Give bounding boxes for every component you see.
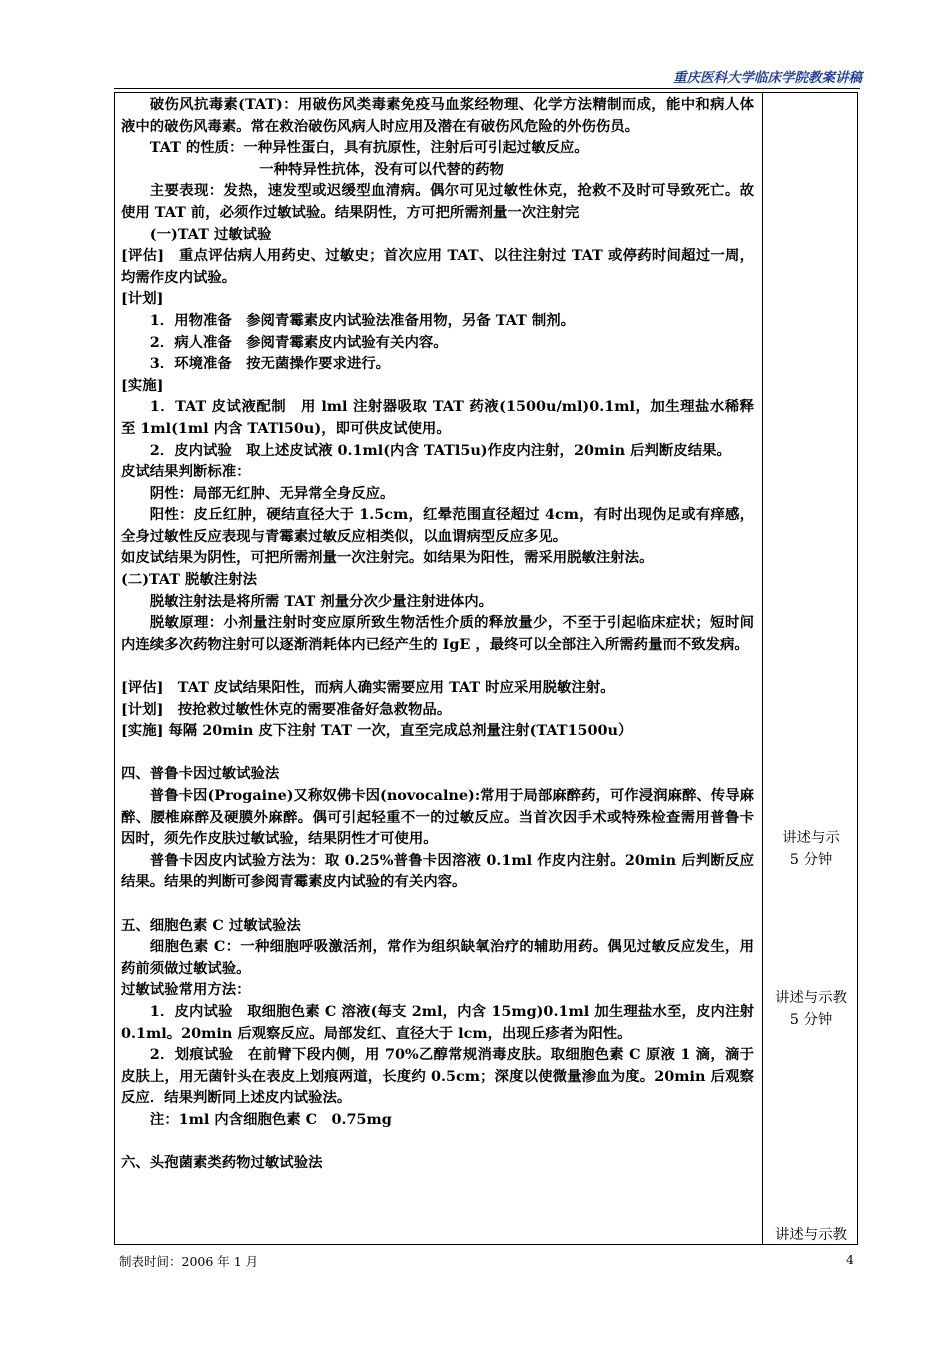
paragraph-main-symptoms: 主要表现：发热，速发型或迟缓型血清病。偶尔可见过敏性休克，抢救不及时可导致死亡。故使用 TAT 前，必须作过敏试验。结果阴性，方可把所需剂量一次注射完 [121, 182, 754, 221]
paragraph-tat-intro: 破伤风抗毒素(TAT)：用破伤风类毒素免疫马血浆经物理、化学方法精制而成，能中和病人体液中的破伤风毒素。常在救治破伤风病人时应用及潜在有破伤风危险的外伤伤员。 [121, 96, 754, 135]
label-plan-1: [计划] [121, 290, 164, 308]
side-note-3 [765, 1225, 857, 1247]
side-note-method: 讲述与示教 [775, 1227, 847, 1243]
paragraph-result-action: 如皮试结果为阴性，可把所需剂量一次注射完。如结果为阳性，需采用脱敏注射法。 [121, 549, 654, 567]
paragraph-assess-2: [评估] TAT 皮试结果阳性，而病人确实需要应用 TAT 时应采用脱敏注射。 [121, 679, 615, 697]
label-implement-1: [实施] [121, 376, 164, 394]
label-test-methods: 过敏试验常用方法： [121, 981, 251, 999]
paragraph-note: 注：1ml 内含细胞色素 C 0.75mg [149, 1110, 392, 1128]
side-note-duration: 5 分钟 [789, 851, 833, 868]
paragraph-desensitization-principle: 脱敏原理：小剂量注射时变应原所致生物活性介质的释放量少，不至于引起临床症状；短时间内连续多次药物注射可以逐渐消耗体内已经产生的 IgE ，最终可以全部注入所需药量而不致发病。 [121, 614, 754, 653]
side-note-method: 讲述与示教 [775, 990, 847, 1006]
paragraph-cytochrome: 细胞色素 C：一种细胞呼吸激活剂，常作为组织缺氧治疗的辅助用药。偶见过敏反应发生，用药前须做过敏试验。 [121, 938, 754, 977]
spacer [121, 1131, 754, 1153]
heading-desensitization: (二)TAT 脱敏注射法 [121, 571, 257, 589]
page-number: 4 [846, 1252, 854, 1267]
spacer [121, 893, 754, 915]
list-item-intradermal: 2．皮内试验 取上述皮试液 0.1ml(内含 TATl5u)作皮内注射，20min 后判断皮结果。 [149, 441, 731, 459]
heading-cephalosporin: 六、头孢菌素类药物过敏试验法 [121, 1154, 323, 1172]
footer-creation-time: 制表时间：2006 年 1 月 [119, 1254, 259, 1269]
paragraph-assess-1: [评估] 重点评估病人用药史、过敏史；首次应用 TAT、以往注射过 TAT 或停药时间超过一周，均需作皮内试验。 [121, 247, 754, 286]
list-item-scratch-test: 2．划痕试验 在前臂下段内侧，用 70%乙醇常规消毒皮肤。取细胞色素 C 原液 1 滴，滴于皮肤上，用无菌针头在表皮上划痕两道，长度约 0.5cm；深度以使微量渗血为度。20min 后观察反应．结果判断同上述皮内试验法。 [121, 1046, 754, 1107]
list-item-patient: 2．病人准备 参阅青霉素皮内试验有关内容。 [149, 333, 448, 351]
spacer [121, 655, 754, 677]
heading-procaine: 四、普鲁卡因过敏试验法 [121, 765, 280, 783]
side-note-2 [765, 988, 857, 1031]
list-item-supplies: 1．用物准备 参阅青霉素皮内试验法准备用物，另备 TAT 制剂。 [149, 311, 575, 329]
paragraph-implement-2: [实施] 每隔 20min 皮下注射 TAT 一次，直至完成总剂量注射(TAT1500u） [121, 722, 633, 740]
heading-tat-test: (一)TAT 过敏试验 [149, 225, 272, 243]
paragraph-tat-nature: TAT 的性质：一种异性蛋白，具有抗原性，注射后可引起过敏反应。 [149, 139, 589, 157]
paragraph-procaine: 普鲁卡因(Progaine)又称奴佛卡因(novocalne):常用于局部麻醉药，可作浸润麻醉、传导麻醉、腰椎麻醉及硬膜外麻醉。偶可引起轻重不一的过敏反应。当首次因手术或特殊检查需用普鲁卡因时，须先作皮肤过敏试验，结果阴性才可使用。 [121, 787, 754, 848]
paragraph-plan-2: [计划] 按抢救过敏性休克的需要准备好急救物品。 [121, 700, 452, 718]
list-item-cyto-intradermal: 1．皮内试验 取细胞色素 C 溶液(每支 2ml，内含 15mg)0.1ml 加生理盐水至，皮内注射 0.1ml。20min 后观察反应。局部发红、直径大于 lcm，出现丘疹者为阳性。 [121, 1002, 754, 1042]
paragraph-tat-nature-2: 一种特异性抗体，没有可以代替的药物 [259, 160, 504, 178]
side-note-method: 讲述与示 [782, 830, 840, 846]
side-note-1 [765, 828, 857, 871]
document-header-title: 重庆医科大学临床学院教案讲稿 [673, 70, 862, 86]
list-item-environment: 3．环境准备 按无菌操作要求进行。 [149, 355, 391, 373]
paragraph-positive: 阳性：皮丘红肿，硬结直径大于 1.5cm，红晕范围直径超过 4cm，有时出现伪足或有痒感，全身过敏性反应表现与青霉素过敏反应相类似，以血谓病型反应多见。 [121, 506, 754, 545]
spacer [121, 742, 754, 764]
paragraph-desensitization: 脱敏注射法是将所需 TAT 剂量分次少量注射进体内。 [149, 592, 494, 610]
lesson-content [121, 94, 754, 1174]
side-note-duration: 5 分钟 [789, 1011, 833, 1028]
header-rule [114, 88, 860, 89]
list-item-solution: 1．TAT 皮试液配制 用 lml 注射器吸取 TAT 药液(1500u/ml)0.1ml，加生理盐水稀释至 1ml(1ml 内含 TATl50u)，即可供皮试使用。 [121, 398, 754, 437]
paragraph-procaine-method: 普鲁卡因皮内试验方法为：取 0.25%普鲁卡因溶液 0.1ml 作皮内注射。20min 后判断反应结果。结果的判断可参阅青霉素皮内试验的有关内容。 [121, 851, 754, 891]
label-result-criteria: 皮试结果判断标准： [121, 463, 251, 481]
heading-cytochrome: 五、细胞色素 C 过敏试验法 [121, 916, 301, 934]
column-divider [762, 92, 763, 1245]
paragraph-negative: 阴性：局部无红肿、无异常全身反应。 [149, 484, 395, 502]
